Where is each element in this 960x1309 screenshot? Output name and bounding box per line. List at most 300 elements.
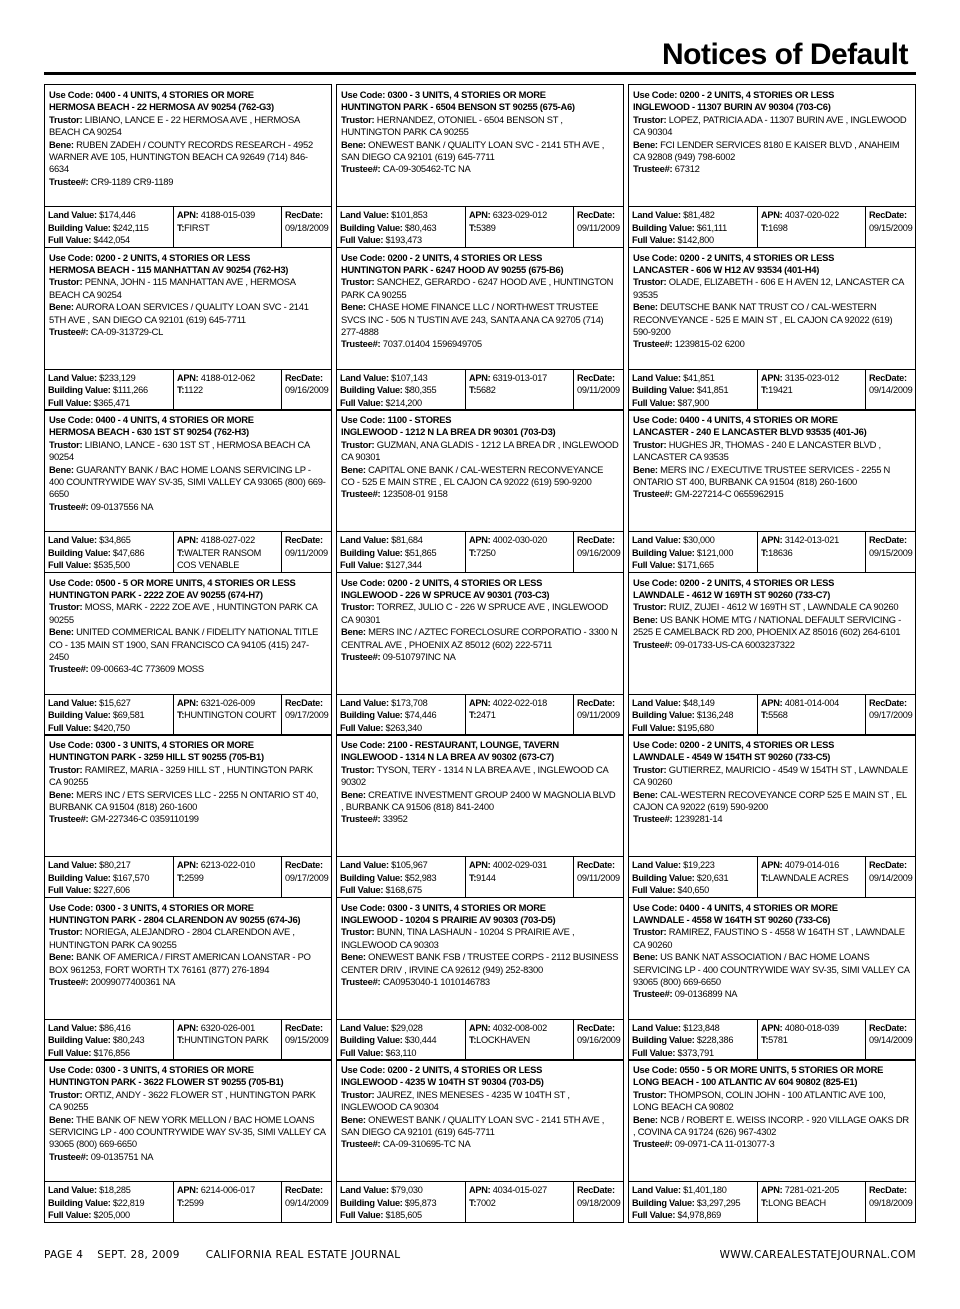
use-code: Use Code: 0300 - 3 UNITS, 4 STORIES OR MORE bbox=[49, 1064, 254, 1075]
trustor-line bbox=[633, 114, 911, 139]
land-label: Land Value: bbox=[632, 860, 681, 870]
trustor-value: RAMIREZ, FAUSTINO S - 4558 W 164TH ST , LAWNDALE CA 90260 bbox=[633, 926, 905, 950]
notice-record bbox=[336, 247, 624, 411]
bene-line bbox=[633, 301, 911, 338]
values-row bbox=[629, 206, 915, 247]
trustee-line bbox=[633, 988, 911, 1000]
property-location: INGLEWOOD - 10204 S PRAIRIE AV 90303 (703-D5) bbox=[341, 913, 556, 925]
building-label: Building Value: bbox=[632, 547, 695, 558]
tract-value: 7002 bbox=[476, 1197, 496, 1208]
notice-record bbox=[44, 247, 332, 411]
full-value: $195,680 bbox=[677, 722, 714, 733]
recdate-value: 09/17/2009 bbox=[869, 710, 913, 721]
trustee-line bbox=[633, 488, 911, 500]
bene-label: Bene: bbox=[49, 951, 74, 963]
trustor-line bbox=[341, 601, 619, 626]
notice-record bbox=[628, 572, 916, 736]
full-label: Full Value: bbox=[632, 722, 676, 733]
recdate-value: 09/11/2009 bbox=[577, 710, 620, 721]
tract-value: 1698 bbox=[768, 222, 788, 233]
recdate-label: RecDate: bbox=[869, 372, 907, 383]
notices-grid bbox=[44, 84, 916, 1223]
apn-label: APN: bbox=[469, 697, 491, 708]
values-cell bbox=[45, 695, 173, 735]
bene-value: THE BANK OF NEW YORK MELLON / BAC HOME LOANS SERVICING LP - 400 COUNTRYWIDE WAY SV-35, SIMI VALLEY CA 93065 (800) 669-6650 bbox=[49, 1113, 326, 1150]
recdate-value: 09/14/2009 bbox=[869, 872, 913, 883]
building-label: Building Value: bbox=[632, 1035, 695, 1046]
use-code: Use Code: 0200 - 2 UNITS, 4 STORIES OR LESS bbox=[633, 739, 835, 750]
trustor-value: MOSS, MARK - 2222 ZOE AVE , HUNTINGTON PARK CA 90255 bbox=[49, 601, 318, 625]
property-location: INGLEWOOD - 226 W SPRUCE AV 90301 (703-C3) bbox=[341, 588, 550, 600]
trustee-label: Trustee#: bbox=[341, 1138, 381, 1150]
notice-record bbox=[628, 247, 916, 411]
apn-cell bbox=[465, 1020, 573, 1060]
land-label: Land Value: bbox=[340, 697, 389, 708]
trustee-label: Trustee#: bbox=[633, 988, 673, 1000]
full-value: $63,110 bbox=[385, 1047, 417, 1058]
values-row bbox=[45, 694, 331, 735]
trustor-line bbox=[341, 276, 619, 301]
values-cell bbox=[629, 857, 757, 897]
property-location: HERMOSA BEACH - 22 HERMOSA AV 90254 (762-G3) bbox=[49, 101, 274, 113]
building-label: Building Value: bbox=[48, 385, 111, 396]
bene-label: Bene: bbox=[633, 951, 658, 963]
full-value: $142,800 bbox=[677, 235, 714, 246]
trustee-line bbox=[341, 1138, 619, 1150]
use-code: Use Code: 0200 - 2 UNITS, 4 STORIES OR LESS bbox=[341, 1064, 543, 1075]
land-label: Land Value: bbox=[340, 372, 389, 383]
building-label: Building Value: bbox=[632, 222, 695, 233]
bene-label: Bene: bbox=[633, 1113, 658, 1125]
apn-value: 6323-029-012 bbox=[492, 210, 547, 220]
apn-value: 4188-027-022 bbox=[200, 535, 255, 545]
trustor-label: Trustor: bbox=[49, 438, 83, 450]
apn-value: 4080-018-039 bbox=[784, 1022, 839, 1033]
recdate-cell bbox=[281, 695, 331, 735]
page-footer bbox=[44, 1249, 916, 1261]
use-code: Use Code: 0300 - 3 UNITS, 4 STORIES OR MORE bbox=[49, 739, 254, 750]
apn-cell bbox=[757, 370, 865, 410]
trustor-line bbox=[633, 926, 911, 951]
use-code: Use Code: 0550 - 5 OR MORE UNITS, 5 STORIES OR MORE bbox=[633, 1064, 884, 1075]
apn-value: 6321-026-009 bbox=[200, 697, 255, 708]
notice-record bbox=[44, 734, 332, 898]
use-code: Use Code: 0400 - 4 UNITS, 4 STORIES OR MORE bbox=[49, 89, 254, 100]
apn-value: 4079-014-016 bbox=[784, 860, 839, 870]
tract-label: T: bbox=[177, 222, 185, 233]
recdate-cell bbox=[573, 1182, 623, 1222]
apn-label: APN: bbox=[177, 1185, 199, 1195]
land-value: $18,285 bbox=[99, 1185, 131, 1195]
notice-body bbox=[337, 573, 623, 694]
trustee-value: GM-227346-C 0359110199 bbox=[90, 813, 199, 825]
notices-column bbox=[44, 84, 332, 1223]
land-label: Land Value: bbox=[48, 535, 97, 545]
bene-label: Bene: bbox=[633, 138, 658, 150]
tract-value: 2471 bbox=[476, 710, 496, 721]
bene-label: Bene: bbox=[49, 301, 74, 313]
values-cell bbox=[337, 370, 465, 410]
property-location: HUNTINGTON PARK - 6504 BENSON ST 90255 (675-A6) bbox=[341, 101, 575, 113]
recdate-label: RecDate: bbox=[869, 697, 907, 708]
notice-body bbox=[45, 410, 331, 531]
bene-line bbox=[49, 951, 327, 976]
land-value: $174,446 bbox=[99, 210, 136, 220]
land-value: $233,129 bbox=[99, 372, 136, 383]
land-value: $81,482 bbox=[683, 210, 715, 220]
use-code: Use Code: 0400 - 4 UNITS, 4 STORIES OR MORE bbox=[633, 414, 838, 425]
full-label: Full Value: bbox=[340, 885, 384, 896]
notice-record bbox=[628, 897, 916, 1061]
notice-record bbox=[336, 84, 624, 248]
building-label: Building Value: bbox=[48, 1035, 111, 1046]
use-code: Use Code: 2100 - RESTAURANT, LOUNGE, TAVERN bbox=[341, 739, 559, 750]
notice-record bbox=[628, 734, 916, 898]
trustee-label: Trustee#: bbox=[341, 975, 381, 987]
tract-label: T: bbox=[761, 222, 769, 233]
tract-label: T: bbox=[761, 710, 769, 721]
recdate-value: 09/17/2009 bbox=[285, 710, 329, 721]
apn-label: APN: bbox=[177, 697, 199, 708]
building-value: $47,686 bbox=[112, 547, 145, 558]
land-label: Land Value: bbox=[340, 860, 389, 870]
full-label: Full Value: bbox=[340, 397, 384, 408]
property-location: LONG BEACH - 100 ATLANTIC AV 604 90802 (825-E1) bbox=[633, 1076, 858, 1088]
building-value: $30,444 bbox=[404, 1035, 437, 1046]
use-code: Use Code: 0300 - 3 UNITS, 4 STORIES OR MORE bbox=[49, 901, 254, 913]
building-value: $74,446 bbox=[404, 710, 437, 721]
apn-label: APN: bbox=[761, 1022, 783, 1033]
full-value: $214,200 bbox=[385, 397, 422, 408]
notice-body bbox=[337, 898, 623, 1019]
notice-body bbox=[45, 1060, 331, 1181]
trustor-value: RAMIREZ, MARIA - 3259 HILL ST , HUNTINGTON PARK CA 90255 bbox=[49, 763, 313, 788]
full-value: $87,900 bbox=[677, 397, 709, 408]
bene-value: ONEWEST BANK / QUALITY LOAN SVC - 2141 5TH AVE , SAN DIEGO CA 92101 (619) 645-7711 bbox=[341, 1113, 605, 1138]
building-value: $80,243 bbox=[112, 1035, 145, 1046]
recdate-label: RecDate: bbox=[285, 210, 323, 220]
notice-body bbox=[337, 85, 623, 206]
tract-value: 2599 bbox=[184, 1197, 204, 1208]
notices-column bbox=[628, 84, 916, 1223]
values-cell bbox=[337, 857, 465, 897]
apn-cell bbox=[173, 370, 281, 410]
values-row bbox=[45, 206, 331, 247]
notices-column bbox=[336, 84, 624, 1223]
building-value: $41,851 bbox=[696, 385, 729, 396]
apn-value: 4032-008-002 bbox=[492, 1022, 547, 1033]
full-label: Full Value: bbox=[632, 885, 676, 896]
property-location: INGLEWOOD - 4235 W 104TH ST 90304 (703-D5) bbox=[341, 1076, 544, 1088]
building-label: Building Value: bbox=[340, 1035, 403, 1046]
apn-cell bbox=[465, 1182, 573, 1222]
bene-label: Bene: bbox=[633, 613, 658, 625]
recdate-label: RecDate: bbox=[869, 1185, 907, 1195]
recdate-label: RecDate: bbox=[285, 1022, 323, 1033]
bene-line bbox=[49, 789, 327, 814]
trustor-value: TORREZ, JULIO C - 226 W SPRUCE AVE , INGLEWOOD CA 90301 bbox=[341, 601, 609, 625]
values-row bbox=[337, 369, 623, 410]
bene-line bbox=[633, 1114, 911, 1139]
recdate-value: 09/17/2009 bbox=[285, 872, 329, 883]
full-value: $420,750 bbox=[93, 722, 130, 733]
bene-value: MERS INC / AZTEC FORECLOSURE CORPORATIO - 3300 N CENTRAL AVE , PHOENIX AZ 85012 (602) 222-5711 bbox=[341, 626, 618, 650]
trustee-line bbox=[341, 488, 619, 500]
full-value: $365,471 bbox=[93, 397, 130, 408]
recdate-label: RecDate: bbox=[577, 1022, 615, 1033]
building-label: Building Value: bbox=[340, 385, 403, 396]
trustee-label: Trustee#: bbox=[341, 338, 381, 350]
apn-cell bbox=[465, 857, 573, 897]
apn-value: 6320-026-001 bbox=[200, 1022, 255, 1033]
land-value: $101,853 bbox=[391, 210, 428, 220]
land-label: Land Value: bbox=[48, 860, 97, 870]
building-label: Building Value: bbox=[48, 872, 111, 883]
land-label: Land Value: bbox=[48, 697, 97, 708]
property-location: LAWNDALE - 4558 W 164TH ST 90260 (733-C6) bbox=[633, 913, 831, 925]
values-cell bbox=[45, 207, 173, 247]
trustor-line bbox=[341, 114, 619, 139]
land-label: Land Value: bbox=[48, 372, 97, 383]
recdate-cell bbox=[281, 207, 331, 247]
values-cell bbox=[45, 1020, 173, 1060]
full-label: Full Value: bbox=[340, 560, 384, 571]
notice-record bbox=[628, 409, 916, 573]
land-label: Land Value: bbox=[632, 1185, 681, 1195]
trustor-label: Trustor: bbox=[341, 926, 375, 938]
bene-line bbox=[633, 139, 911, 164]
full-value: $373,791 bbox=[677, 1047, 714, 1058]
values-cell bbox=[629, 370, 757, 410]
trustor-value: GUTIERREZ, MAURICIO - 4549 W 154TH ST , LAWNDALE CA 90260 bbox=[633, 763, 908, 788]
trustor-value: RUIZ, ZUJEI - 4612 W 169TH ST , LAWNDALE CA 90260 bbox=[668, 601, 899, 613]
recdate-value: 09/16/2009 bbox=[285, 385, 329, 396]
building-value: $80,355 bbox=[404, 385, 437, 396]
bene-label: Bene: bbox=[341, 951, 366, 963]
land-label: Land Value: bbox=[48, 210, 97, 220]
building-value: $22,819 bbox=[112, 1197, 145, 1208]
trustee-line bbox=[341, 651, 619, 663]
notice-record bbox=[44, 572, 332, 736]
trustee-label: Trustee#: bbox=[633, 488, 673, 500]
building-label: Building Value: bbox=[632, 1197, 695, 1208]
use-code: Use Code: 0200 - 2 UNITS, 4 STORIES OR LESS bbox=[633, 89, 835, 100]
recdate-value: 09/16/2009 bbox=[577, 1035, 621, 1046]
tract-value: FIRST bbox=[184, 222, 210, 233]
full-value: $535,500 bbox=[93, 560, 130, 571]
bene-line bbox=[341, 789, 619, 814]
trustor-value: OLADE, ELIZABETH - 606 E H AVEN 12, LANCASTER CA 93535 bbox=[633, 276, 904, 300]
apn-cell bbox=[757, 857, 865, 897]
tract-value: 1122 bbox=[184, 385, 203, 396]
bene-value: RUBEN ZADEH / COUNTY RECORDS RESEARCH - 4952 WARNER AVE 105, HUNTINGTON BEACH CA 92649 (714) 846-6634 bbox=[49, 138, 313, 175]
recdate-label: RecDate: bbox=[285, 860, 323, 870]
trustee-value: GM-227214-C 0655962915 bbox=[674, 488, 784, 500]
property-location: LAWNDALE - 4612 W 169TH ST 90260 (733-C7) bbox=[633, 588, 831, 600]
trustee-line bbox=[49, 501, 327, 513]
values-row bbox=[337, 856, 623, 897]
notice-record bbox=[336, 1059, 624, 1223]
trustor-value: ORTIZ, ANDY - 3622 FLOWER ST , HUNTINGTON PARK CA 90255 bbox=[49, 1088, 316, 1113]
values-cell bbox=[337, 695, 465, 735]
apn-value: 4188-015-039 bbox=[200, 210, 255, 220]
bene-value: US BANK HOME MTG / NATIONAL DEFAULT SERVICING - 2525 E CAMELBACK RD 200, PHOENIX AZ 85016 (602) 264-6101 bbox=[633, 613, 902, 638]
apn-cell bbox=[757, 532, 865, 572]
values-row bbox=[45, 531, 331, 572]
notice-record bbox=[628, 1059, 916, 1223]
trustee-label: Trustee#: bbox=[49, 1150, 89, 1162]
building-value: $242,115 bbox=[112, 222, 149, 233]
values-cell bbox=[629, 1182, 757, 1222]
bene-label: Bene: bbox=[633, 463, 658, 475]
apn-cell bbox=[757, 1182, 865, 1222]
full-value: $168,675 bbox=[385, 885, 422, 896]
recdate-value: 09/18/2009 bbox=[577, 1197, 621, 1208]
notice-body bbox=[337, 1060, 623, 1181]
tract-value: 18636 bbox=[768, 547, 793, 558]
values-cell bbox=[629, 695, 757, 735]
property-location: HUNTINGTON PARK - 6247 HOOD AV 90255 (675-B6) bbox=[341, 263, 564, 275]
tract-label: T: bbox=[761, 872, 769, 883]
values-row bbox=[45, 1181, 331, 1222]
notice-body bbox=[337, 410, 623, 531]
trustee-line bbox=[341, 338, 619, 350]
use-code: Use Code: 0200 - 2 UNITS, 4 STORIES OR LESS bbox=[341, 576, 543, 588]
land-label: Land Value: bbox=[340, 210, 389, 220]
bene-label: Bene: bbox=[341, 301, 366, 313]
land-label: Land Value: bbox=[632, 697, 681, 708]
bene-line bbox=[341, 464, 619, 489]
trustor-label: Trustor: bbox=[341, 601, 375, 613]
trustee-line bbox=[633, 1138, 911, 1150]
tract-label: T: bbox=[469, 872, 477, 883]
land-value: $48,149 bbox=[683, 697, 715, 708]
trustee-label: Trustee#: bbox=[633, 338, 673, 350]
bene-value: AURORA LOAN SERVICES / QUALITY LOAN SVC - 2141 5TH AVE , SAN DIEGO CA 92101 (619) 645-7711 bbox=[49, 301, 309, 325]
trustee-label: Trustee#: bbox=[341, 813, 381, 825]
trustee-line bbox=[49, 976, 327, 988]
apn-cell bbox=[173, 1182, 281, 1222]
trustor-value: GUZMAN, ANA GLADIS - 1212 LA BREA DR , INGLEWOOD CA 90301 bbox=[341, 438, 619, 463]
notice-record bbox=[44, 1059, 332, 1223]
apn-label: APN: bbox=[469, 535, 491, 545]
recdate-cell bbox=[865, 207, 915, 247]
use-code: Use Code: 0400 - 4 UNITS, 4 STORIES OR MORE bbox=[49, 414, 254, 425]
use-code: Use Code: 1100 - STORES bbox=[341, 414, 452, 425]
values-row bbox=[45, 856, 331, 897]
trustee-label: Trustee#: bbox=[49, 325, 89, 337]
bene-label: Bene: bbox=[49, 1113, 74, 1125]
recdate-cell bbox=[281, 1020, 331, 1060]
notice-body bbox=[629, 898, 915, 1019]
property-location: LANCASTER - 240 E LANCASTER BLVD 93535 (401-J6) bbox=[633, 426, 867, 438]
land-value: $123,848 bbox=[683, 1022, 720, 1033]
recdate-value: 09/15/2009 bbox=[285, 1035, 329, 1046]
recdate-cell bbox=[281, 370, 331, 410]
trustee-label: Trustee#: bbox=[341, 650, 381, 662]
full-label: Full Value: bbox=[48, 1210, 92, 1221]
notice-record bbox=[44, 84, 332, 248]
trustee-line bbox=[633, 338, 911, 350]
land-value: $29,028 bbox=[391, 1022, 423, 1033]
recdate-value: 09/11/2009 bbox=[577, 222, 620, 233]
tract-label: T: bbox=[761, 1197, 769, 1208]
building-value: $52,983 bbox=[404, 872, 437, 883]
land-value: $81,684 bbox=[391, 535, 423, 545]
building-value: $111,266 bbox=[112, 385, 148, 396]
bene-line bbox=[49, 301, 327, 326]
trustor-line bbox=[49, 601, 327, 626]
apn-label: APN: bbox=[469, 1022, 491, 1033]
land-value: $1,401,180 bbox=[683, 1185, 727, 1195]
land-label: Land Value: bbox=[48, 1185, 97, 1195]
trustor-value: PENNA, JOHN - 115 MANHATTAN AVE , HERMOSA BEACH CA 90254 bbox=[49, 276, 296, 300]
recdate-cell bbox=[573, 695, 623, 735]
trustor-label: Trustor: bbox=[49, 926, 83, 938]
full-value: $263,340 bbox=[385, 722, 422, 733]
property-location: HERMOSA BEACH - 630 1ST ST 90254 (762-H3) bbox=[49, 426, 249, 438]
apn-label: APN: bbox=[761, 697, 783, 708]
use-code: Use Code: 0300 - 3 UNITS, 4 STORIES OR MORE bbox=[341, 89, 546, 100]
bene-label: Bene: bbox=[341, 1113, 366, 1125]
recdate-value: 09/18/2009 bbox=[869, 1197, 913, 1208]
apn-value: 7281-021-205 bbox=[784, 1185, 839, 1195]
building-label: Building Value: bbox=[48, 547, 111, 558]
full-label: Full Value: bbox=[632, 397, 676, 408]
trustor-line bbox=[341, 926, 619, 951]
building-label: Building Value: bbox=[632, 385, 695, 396]
land-value: $19,223 bbox=[683, 860, 715, 870]
trustee-label: Trustee#: bbox=[633, 1138, 673, 1150]
land-label: Land Value: bbox=[632, 1022, 681, 1033]
bene-line bbox=[49, 139, 327, 176]
apn-label: APN: bbox=[177, 372, 199, 383]
values-row bbox=[45, 369, 331, 410]
trustee-value: 123508-01 9158 bbox=[382, 488, 448, 500]
building-value: $80,463 bbox=[404, 222, 437, 233]
apn-cell bbox=[757, 207, 865, 247]
apn-cell bbox=[173, 207, 281, 247]
apn-cell bbox=[757, 1020, 865, 1060]
bene-label: Bene: bbox=[633, 788, 658, 800]
full-label: Full Value: bbox=[48, 885, 92, 896]
title-rule bbox=[44, 72, 916, 75]
bene-value: ONEWEST BANK / QUALITY LOAN SVC - 2141 5TH AVE , SAN DIEGO CA 92101 (619) 645-7711 bbox=[341, 138, 605, 163]
building-value: $167,570 bbox=[112, 872, 150, 883]
tract-label: T: bbox=[177, 1197, 185, 1208]
notice-body bbox=[45, 85, 331, 206]
building-value: $95,873 bbox=[404, 1197, 437, 1208]
bene-label: Bene: bbox=[341, 463, 366, 475]
use-code: Use Code: 0200 - 2 UNITS, 4 STORIES OR LESS bbox=[633, 251, 835, 263]
full-label: Full Value: bbox=[632, 235, 676, 246]
trustor-value: HERNANDEZ, OTONIEL - 6504 BENSON ST , HUNTINGTON PARK CA 90255 bbox=[341, 113, 563, 138]
bene-value: MERS INC / EXECUTIVE TRUSTEE SERVICES - 2255 N ONTARIO ST 400, BURBANK CA 91504 (818) 260-1600 bbox=[633, 463, 891, 488]
tract-value: WALTER RANSOM COS VENABLE bbox=[177, 547, 262, 571]
trustee-value: 67312 bbox=[674, 163, 700, 175]
use-code: Use Code: 0500 - 5 OR MORE UNITS, 4 STORIES OR LESS bbox=[49, 576, 296, 588]
recdate-cell bbox=[865, 1020, 915, 1060]
apn-label: APN: bbox=[177, 210, 199, 220]
recdate-cell bbox=[281, 857, 331, 897]
values-cell bbox=[337, 207, 465, 247]
tract-value: LOCKHAVEN bbox=[476, 1035, 530, 1046]
bene-value: CAPITAL ONE BANK / CAL-WESTERN RECONVEYANCE CO - 525 E MAIN STRE , EL CAJON CA 92022 (619) 590-9200 bbox=[341, 463, 604, 488]
tract-value: 9144 bbox=[476, 872, 496, 883]
land-value: $80,217 bbox=[99, 860, 131, 870]
recdate-label: RecDate: bbox=[577, 1185, 615, 1195]
trustee-value: 1239281-14 bbox=[674, 813, 723, 825]
